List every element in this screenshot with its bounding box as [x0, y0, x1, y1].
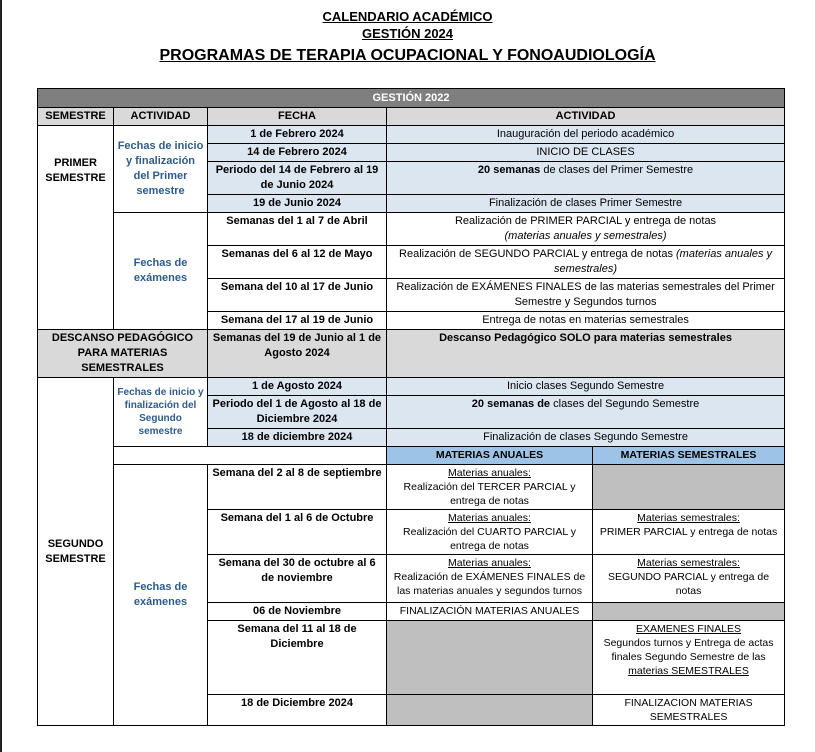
- anual-text: Realización del CUARTO PARCIAL y entrega de notas: [403, 526, 576, 552]
- anual-cell: [387, 465, 593, 510]
- semestral-cell: [593, 555, 785, 603]
- primer-examenes-label: Fechas de exámenes: [114, 213, 208, 330]
- fecha-cell: Semana del 10 al 17 de Junio: [208, 279, 387, 312]
- fecha-cell: Semana del 2 al 8 de septiembre: [208, 465, 387, 510]
- left-border-line: [0, 0, 2, 752]
- actividad-cell: Finalización de clases Primer Semestre: [387, 195, 785, 213]
- anual-text: Realización del TERCER PARCIAL y entrega de notas: [403, 481, 576, 507]
- fecha-cell: Semana del 11 al 18 de Diciembre: [208, 621, 387, 695]
- actividad-cell: [387, 213, 785, 246]
- document-header: [0, 8, 815, 67]
- header-actividad-2: ACTIVIDAD: [387, 108, 785, 126]
- actividad-bold: 20 semanas: [477, 164, 541, 176]
- fecha-cell: Periodo del 14 de Febrero al 19 de Junio 2024: [208, 162, 387, 195]
- segundo-examenes-label: Fechas de exámenes: [114, 465, 208, 726]
- fecha-cell: 18 de Diciembre 2024: [208, 695, 387, 726]
- fecha-cell: 14 de Febrero 2024: [208, 144, 387, 162]
- anual-text: Realización de EXÁMENES FINALES de las materias anuales y segundos turnos: [393, 571, 586, 597]
- primer-fechas-label: Fechas de inicio y finalización del Primer semestre: [114, 126, 208, 213]
- blank-cell: [114, 447, 387, 465]
- semestral-head: Materias semestrales:: [637, 557, 740, 569]
- descanso-actividad: Descanso Pedagógico SOLO para materias semestrales: [387, 330, 785, 378]
- actividad-bold: 20 semanas de: [471, 398, 551, 410]
- fecha-cell: 19 de Junio 2024: [208, 195, 387, 213]
- actividad-cell: Entrega de notas en materias semestrales: [387, 312, 785, 330]
- semestral-tail: materias SEMESTRALES: [628, 665, 749, 677]
- actividad-cell: [387, 246, 785, 279]
- primer-semestre-label: PRIMER SEMESTRE: [38, 126, 114, 330]
- actividad-cell: Inicio clases Segundo Semestre: [387, 378, 785, 396]
- semestral-head: Materias semestrales:: [637, 512, 740, 524]
- fecha-cell: Semanas del 1 al 7 de Abril: [208, 213, 387, 246]
- semestral-head: EXAMENES FINALES: [636, 623, 742, 635]
- semestral-cell-empty: [593, 603, 785, 621]
- actividad-cell: Realización de EXÁMENES FINALES de las materias semestrales del Primer Semestre y Segundos turnos: [387, 279, 785, 312]
- table-banner: GESTIÓN 2022: [38, 89, 785, 108]
- gestion-title: GESTIÓN 2024: [361, 26, 454, 41]
- descanso-fecha: Semanas del 19 de Junio al 1 de Agosto 2024: [208, 330, 387, 378]
- actividad-cell: Inauguración del periodo académico: [387, 126, 785, 144]
- subheader-anuales: MATERIAS ANUALES: [387, 447, 593, 465]
- fecha-cell: Semana del 17 al 19 de Junio: [208, 312, 387, 330]
- semestral-cell: [593, 510, 785, 555]
- segundo-fechas-label: Fechas de inicio y finalización del Segundo semestre: [114, 378, 208, 447]
- subheader-semestrales: MATERIAS SEMESTRALES: [593, 447, 785, 465]
- descanso-label: DESCANSO PEDAGÓGICO PARA MATERIAS SEMESTRALES: [38, 330, 208, 378]
- fecha-cell: 1 de Agosto 2024: [208, 378, 387, 396]
- header-fecha: FECHA: [208, 108, 387, 126]
- anual-cell: [387, 510, 593, 555]
- semestral-cell: [593, 621, 785, 695]
- header-semestre: SEMESTRE: [38, 108, 114, 126]
- actividad-cell: INICIO DE CLASES: [387, 144, 785, 162]
- programs-title: PROGRAMAS DE TERAPIA OCUPACIONAL Y FONOAUDIOLOGÍA: [159, 47, 656, 64]
- fecha-cell: Semana del 1 al 6 de Octubre: [208, 510, 387, 555]
- actividad-cell: [387, 162, 785, 195]
- anual-cell-empty: [387, 695, 593, 726]
- semestral-text: PRIMER PARCIAL y entrega de notas: [599, 526, 778, 538]
- fecha-cell: Semana del 30 de octubre al 6 de noviembre: [208, 555, 387, 603]
- fecha-cell: 1 de Febrero 2024: [208, 126, 387, 144]
- header-actividad: ACTIVIDAD: [114, 108, 208, 126]
- calendar-title: CALENDARIO ACADÉMICO: [322, 9, 493, 24]
- actividad-italic: (materias anuales y semestrales): [554, 248, 773, 275]
- academic-calendar-table: [37, 88, 785, 726]
- anual-cell: FINALIZACIÓN MATERIAS ANUALES: [387, 603, 593, 621]
- actividad-text: Realización de SEGUNDO PARCIAL y entrega de notas: [399, 248, 677, 260]
- anual-head: Materias anuales:: [448, 512, 531, 524]
- actividad-text: Realización de PRIMER PARCIAL y entrega de notas: [454, 215, 717, 227]
- actividad-text: clases del Segundo Semestre: [550, 398, 700, 410]
- semestral-cell: FINALIZACION MATERIAS SEMESTRALES: [593, 695, 785, 726]
- segundo-semestre-label: SEGUNDO SEMESTRE: [38, 378, 114, 726]
- semestral-text: Segundos turnos y Entrega de actas finales Segundo Semestre de las: [603, 637, 774, 663]
- fecha-cell: Periodo del 1 de Agosto al 18 de Diciembre 2024: [208, 396, 387, 429]
- actividad-cell: Finalización de clases Segundo Semestre: [387, 429, 785, 447]
- actividad-text: de clases del Primer Semestre: [540, 164, 694, 176]
- anual-head: Materias anuales:: [448, 467, 531, 479]
- fecha-cell: 18 de diciembre 2024: [208, 429, 387, 447]
- actividad-italic: (materias anuales y semestrales): [504, 230, 667, 242]
- fecha-cell: 06 de Noviembre: [208, 603, 387, 621]
- actividad-cell: [387, 396, 785, 429]
- anual-cell-empty: [387, 621, 593, 695]
- fecha-cell: Semanas del 6 al 12 de Mayo: [208, 246, 387, 279]
- semestral-cell-empty: [593, 465, 785, 510]
- semestral-text: SEGUNDO PARCIAL y entrega de notas: [607, 571, 770, 597]
- anual-head: Materias anuales:: [448, 557, 531, 569]
- anual-cell: [387, 555, 593, 603]
